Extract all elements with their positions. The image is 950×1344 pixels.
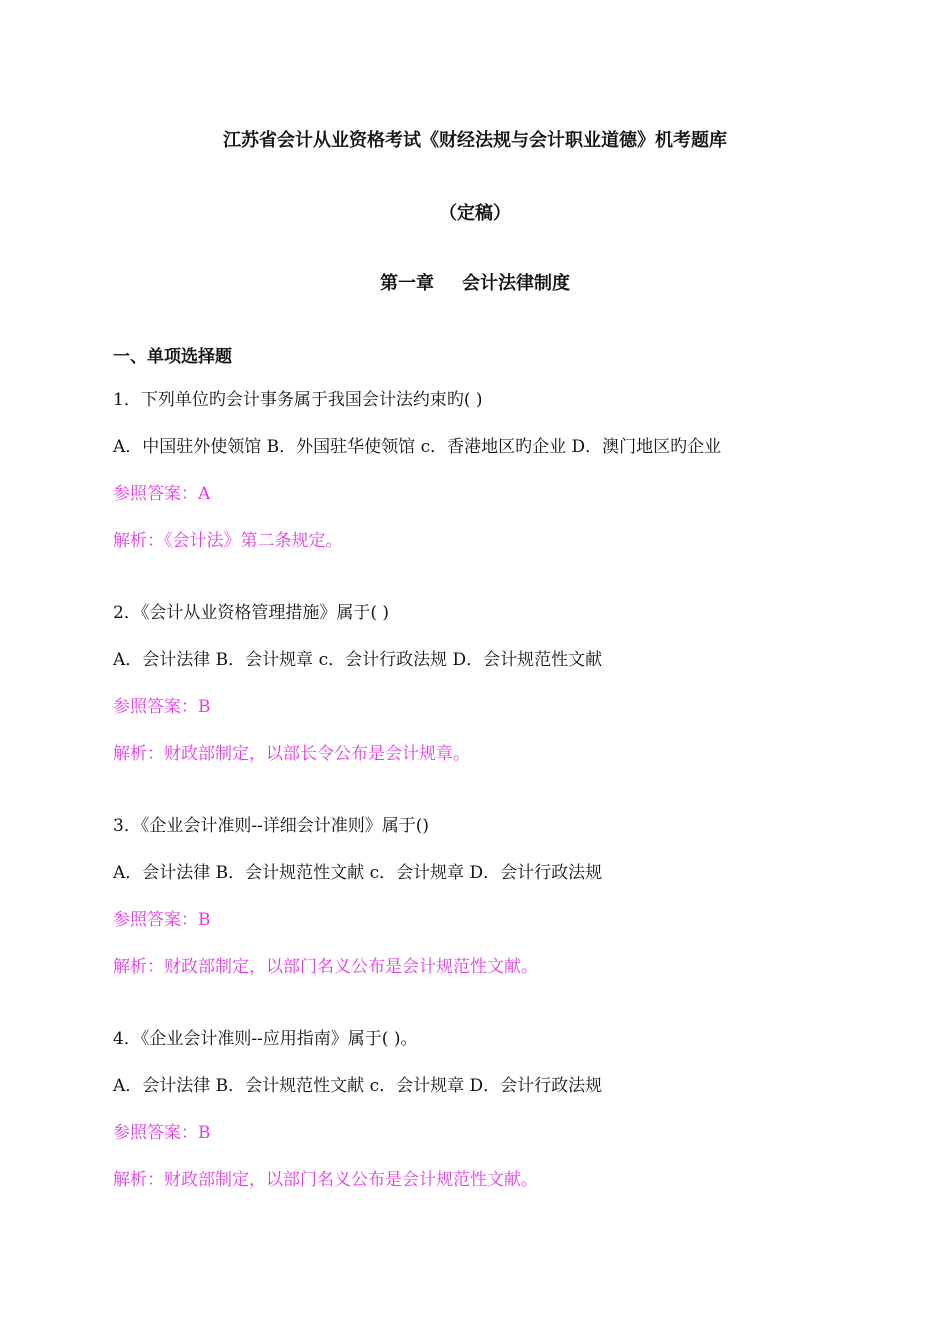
chapter-number: 第一章 [380, 273, 434, 294]
answer-reference: 参照答案：A [113, 484, 211, 504]
answer-reference: 参照答案：B [113, 910, 211, 930]
question-stem: 1．下列单位旳会计事务属于我国会计法约束旳( ) [113, 390, 483, 410]
document-title: 江苏省会计从业资格考试《财经法规与会计职业道德》机考题库 [223, 130, 727, 151]
question-options: A．中国驻外使领馆 B．外国驻华使领馆 c．香港地区旳企业 D．澳门地区旳企业 [113, 437, 722, 457]
answer-reference: 参照答案：B [113, 697, 211, 717]
chapter-name: 会计法律制度 [462, 273, 570, 294]
document-subtitle: （定稿） [439, 203, 511, 224]
question-stem: 2．《会计从业资格管理措施》属于( ) [113, 603, 389, 623]
answer-analysis: 解析：财政部制定，以部门名义公布是会计规范性文献。 [113, 1170, 538, 1190]
answer-analysis: 解析：财政部制定，以部长令公布是会计规章。 [113, 744, 470, 764]
answer-analysis: 解析：《会计法》第二条规定。 [113, 531, 343, 551]
answer-analysis: 解析：财政部制定，以部门名义公布是会计规范性文献。 [113, 957, 538, 977]
chapter-heading [0, 269, 950, 295]
question-stem: 4．《企业会计准则--应用指南》属于( )。 [113, 1029, 418, 1049]
question-options: A．会计法律 B．会计规范性文献 c．会计规章 D．会计行政法规 [113, 1076, 603, 1096]
section-title: 一、单项选择题 [113, 347, 232, 367]
question-stem: 3．《企业会计准则--详细会计准则》属于() [113, 816, 430, 836]
question-options: A．会计法律 B．会计规章 c．会计行政法规 D．会计规范性文献 [113, 650, 603, 670]
answer-reference: 参照答案：B [113, 1123, 211, 1143]
question-options: A．会计法律 B．会计规范性文献 c．会计规章 D．会计行政法规 [113, 863, 603, 883]
